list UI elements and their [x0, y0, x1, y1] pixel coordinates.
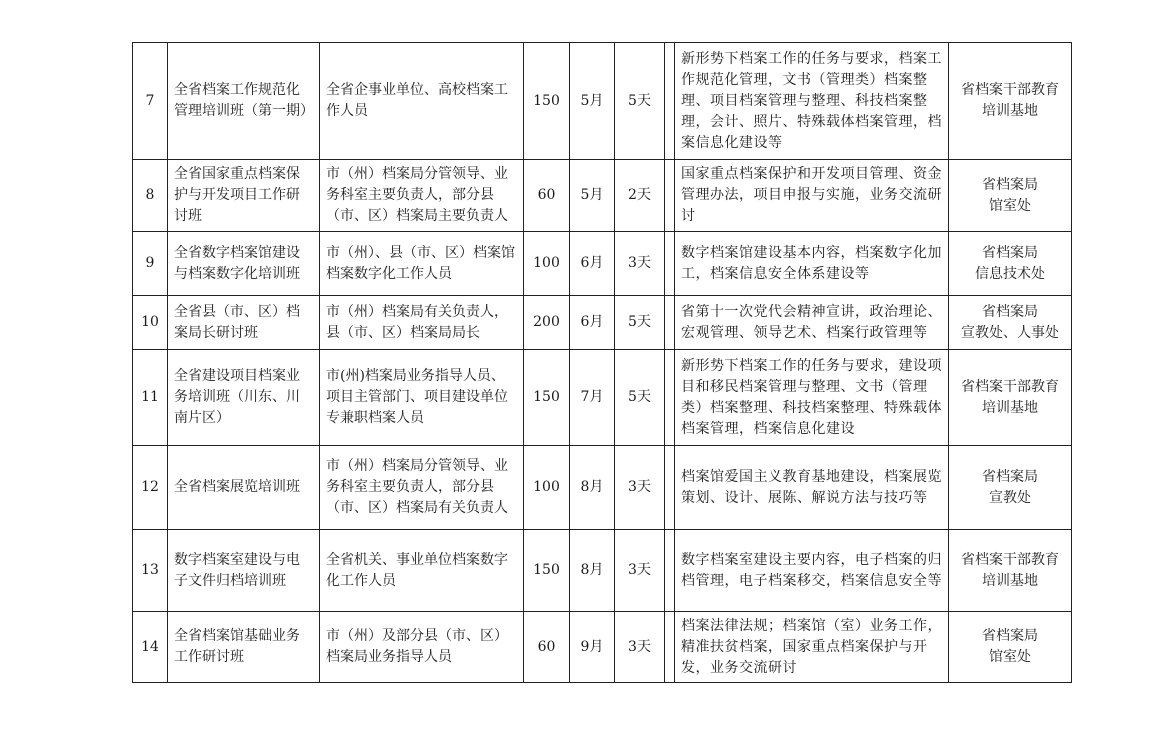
table-row [133, 232, 1072, 296]
organizer-line: 省档案局 [982, 628, 1038, 644]
organizer-line: 省档案局 [982, 176, 1038, 193]
row-number: 9 [133, 232, 168, 296]
participant-count: 200 [524, 296, 570, 350]
course-name: 全省数字档案馆建设与档案数字化培训班 [168, 232, 320, 296]
course-content: 新形势下档案工作的任务与要求，档案工作规范化管理，文书（管理类）档案整理、项目档案管理与整理、科技档案整理，会计、照片、特殊载体档案管理，档案信息化建设等 [675, 43, 949, 160]
target-participants: 市（州）、县（市、区）档案馆档案数字化工作人员 [320, 232, 524, 296]
row-number: 14 [133, 612, 168, 683]
organizer [949, 350, 1072, 446]
target-participants: 市（州）及部分县（市、区）档案局业务指导人员 [320, 612, 524, 683]
participant-count: 150 [524, 530, 570, 612]
organizer-line: 培训基地 [982, 399, 1038, 416]
row-number: 8 [133, 160, 168, 232]
organizer [949, 530, 1072, 612]
target-participants: 市（州）档案局分管领导、业务科室主要负责人，部分县（市、区）档案局主要负责人 [320, 160, 524, 232]
target-participants: 市（州）档案局有关负责人，县（市、区）档案局局长 [320, 296, 524, 350]
course-content: 数字档案室建设主要内容，电子档案的归档管理，电子档案移交，档案信息安全等 [675, 530, 949, 612]
target-participants: 市（州）档案局分管领导、业务科室主要负责人，部分县（市、区）档案局有关负责人 [320, 446, 524, 530]
participant-count: 150 [524, 43, 570, 160]
course-content: 新形势下档案工作的任务与要求，建设项目和移民档案管理与整理、文书（管理类）档案整理、科技档案整理、特殊载体档案管理，档案信息化建设 [675, 350, 949, 446]
course-name: 全省档案馆基础业务工作研讨班 [168, 612, 320, 683]
organizer-line: 馆室处 [989, 649, 1031, 665]
blank-cell [665, 296, 675, 350]
row-number: 10 [133, 296, 168, 350]
course-name: 数字档案室建设与电子文件归档培训班 [168, 530, 320, 612]
organizer-line: 宣教处、人事处 [961, 324, 1059, 341]
row-number: 13 [133, 530, 168, 612]
course-month: 6月 [570, 232, 615, 296]
course-content: 档案法律法规；档案馆（室）业务工作，精准扶贫档案，国家重点档案保护与开发，业务交流研讨 [675, 612, 949, 683]
course-month: 5月 [570, 43, 615, 160]
course-month: 7月 [570, 350, 615, 446]
course-name: 全省国家重点档案保护与开发项目工作研讨班 [168, 160, 320, 232]
table-row [133, 530, 1072, 612]
row-number: 7 [133, 43, 168, 160]
course-duration: 3天 [615, 232, 665, 296]
target-participants: 市(州)档案局业务指导人员、项目主管部门、项目建设单位专兼职档案人员 [320, 350, 524, 446]
course-month: 5月 [570, 160, 615, 232]
organizer-line: 省档案局 [982, 468, 1038, 485]
course-duration: 5天 [615, 350, 665, 446]
course-duration: 5天 [615, 43, 665, 160]
organizer-line: 省档案干部教育 [961, 82, 1059, 98]
organizer-line: 省档案局 [982, 303, 1038, 320]
course-month: 8月 [570, 530, 615, 612]
course-name: 全省建设项目档案业务培训班（川东、川南片区） [168, 350, 320, 446]
organizer-line: 宣教处 [989, 489, 1031, 506]
organizer-line: 省档案局 [982, 244, 1038, 261]
organizer [949, 232, 1072, 296]
course-month: 8月 [570, 446, 615, 530]
table-row [133, 296, 1072, 350]
course-name: 全省县（市、区）档案局长研讨班 [168, 296, 320, 350]
row-number: 12 [133, 446, 168, 530]
blank-cell [665, 350, 675, 446]
course-content: 国家重点档案保护和开发项目管理、资金管理办法，项目申报与实施，业务交流研讨 [675, 160, 949, 232]
participant-count: 100 [524, 446, 570, 530]
blank-cell [665, 612, 675, 683]
training-plan-table [132, 42, 1072, 683]
blank-cell [665, 43, 675, 160]
blank-cell [665, 160, 675, 232]
course-content: 数字档案馆建设基本内容，档案数字化加工，档案信息安全体系建设等 [675, 232, 949, 296]
organizer-line: 省档案干部教育 [961, 378, 1059, 395]
course-content: 档案馆爱国主义教育基地建设，档案展览策划、设计、展陈、解说方法与技巧等 [675, 446, 949, 530]
organizer-line: 省档案干部教育 [961, 551, 1059, 568]
blank-cell [665, 446, 675, 530]
organizer [949, 612, 1072, 683]
organizer [949, 43, 1072, 160]
organizer [949, 160, 1072, 232]
course-duration: 5天 [615, 296, 665, 350]
course-duration: 3天 [615, 612, 665, 683]
course-content: 省第十一次党代会精神宣讲，政治理论、宏观管理、领导艺术、档案行政管理等 [675, 296, 949, 350]
course-duration: 2天 [615, 160, 665, 232]
target-participants: 全省企事业单位、高校档案工作人员 [320, 43, 524, 160]
blank-cell [665, 530, 675, 612]
blank-cell [665, 232, 675, 296]
participant-count: 150 [524, 350, 570, 446]
row-number: 11 [133, 350, 168, 446]
participant-count: 100 [524, 232, 570, 296]
course-month: 6月 [570, 296, 615, 350]
course-month: 9月 [570, 612, 615, 683]
participant-count: 60 [524, 160, 570, 232]
table-row [133, 612, 1072, 683]
organizer [949, 296, 1072, 350]
organizer-line: 馆室处 [989, 197, 1031, 214]
organizer-line: 培训基地 [982, 572, 1038, 589]
participant-count: 60 [524, 612, 570, 683]
table-row [133, 350, 1072, 446]
table-body [133, 43, 1072, 683]
organizer-line: 信息技术处 [975, 265, 1045, 282]
course-duration: 3天 [615, 530, 665, 612]
organizer-line: 培训基地 [982, 103, 1038, 119]
table-row [133, 43, 1072, 160]
table-row [133, 160, 1072, 232]
table-row [133, 446, 1072, 530]
course-name: 全省档案工作规范化管理培训班（第一期） [168, 43, 320, 160]
organizer [949, 446, 1072, 530]
course-duration: 3天 [615, 446, 665, 530]
target-participants: 全省机关、事业单位档案数字化工作人员 [320, 530, 524, 612]
course-name: 全省档案展览培训班 [168, 446, 320, 530]
